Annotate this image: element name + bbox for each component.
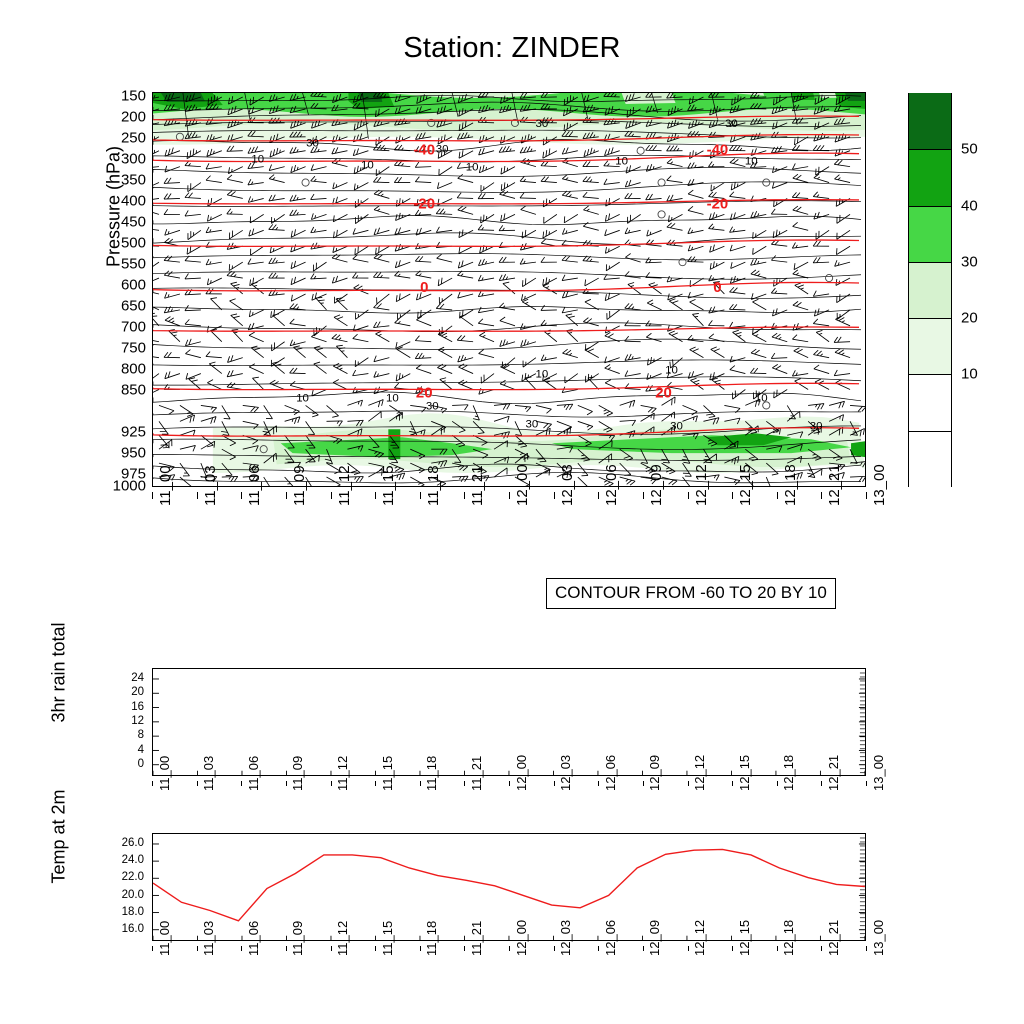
colorbar-segment <box>909 93 951 149</box>
colorbar-segment <box>909 262 951 318</box>
svg-text:10: 10 <box>754 392 768 405</box>
y-tick-label: 800 <box>120 360 146 378</box>
svg-text:10: 10 <box>535 368 549 381</box>
svg-text:30: 30 <box>535 117 549 130</box>
panel-x-tick-label: 13_00 <box>870 919 886 956</box>
contour-note: CONTOUR FROM -60 TO 20 BY 10 <box>546 578 836 609</box>
panel-y-tick-label: 22.0 <box>121 871 144 884</box>
panel-x-tick-label: 11_03 <box>201 755 217 791</box>
panel-x-tick <box>420 946 421 951</box>
svg-text:0: 0 <box>713 279 722 296</box>
x-tick <box>866 492 867 499</box>
panel-x-tick <box>688 781 689 786</box>
panel-x-tick-label: 12_00 <box>513 754 529 791</box>
panel-x-tick-label: 11_00 <box>156 920 172 956</box>
panel-x-tick-label: 12_12 <box>692 919 707 956</box>
x-tick-label: 12_09 <box>647 464 665 506</box>
svg-text:30: 30 <box>809 420 823 433</box>
x-tick <box>331 492 332 499</box>
panel-x-tick-label: 11_12 <box>335 920 350 956</box>
panel-x-tick-label: 12_09 <box>647 754 663 791</box>
panel-x-tick-label: 11_21 <box>468 755 484 791</box>
panel-x-tick <box>554 946 555 951</box>
svg-text:10: 10 <box>615 155 629 168</box>
y-tick-label: 700 <box>120 318 146 336</box>
svg-text:10: 10 <box>665 364 678 377</box>
y-tick-label: 550 <box>120 255 146 273</box>
x-tick-label: 12_21 <box>826 464 844 506</box>
panel-x-tick <box>375 781 376 786</box>
panel-x-tick-label: 11_18 <box>424 920 440 956</box>
colorbar <box>908 93 978 487</box>
x-tick <box>821 492 822 499</box>
y-tick-label: 300 <box>120 150 146 168</box>
svg-text:10: 10 <box>296 392 309 405</box>
panel-y-tick-label: 0 <box>137 758 144 770</box>
y-tick-label: 850 <box>120 381 146 399</box>
panel-y-tick-label: 24 <box>131 672 144 684</box>
x-tick <box>643 492 644 499</box>
colorbar-label: 50 <box>961 140 978 158</box>
panel-x-tick-label: 12_09 <box>647 919 663 956</box>
panel-y-tick-label: 4 <box>137 743 144 756</box>
colorbar-divider <box>909 318 951 319</box>
panel-x-tick-label: 12_18 <box>781 919 797 956</box>
panel-x-tick <box>152 946 153 951</box>
colorbar-segment <box>909 149 951 205</box>
panel-y-tick-label: 16 <box>131 700 144 713</box>
y-axis-labels <box>60 87 146 495</box>
panel-y-tick-label: 12 <box>131 715 144 727</box>
panel-x-tick <box>598 946 599 951</box>
panel-x-tick-label: 11_09 <box>290 920 306 956</box>
x-tick <box>420 492 421 499</box>
y-tick-label: 975 <box>120 465 146 483</box>
panel-x-tick-label: 12_18 <box>781 754 797 791</box>
panel-x-tick-label: 11_18 <box>424 755 440 791</box>
svg-text:30: 30 <box>425 400 439 413</box>
panel-x-tick <box>286 781 287 786</box>
svg-text:30: 30 <box>435 143 449 156</box>
colorbar-divider <box>909 431 951 432</box>
x-tick <box>375 492 376 499</box>
time-height-cross-section-plot <box>152 92 866 487</box>
svg-text:10: 10 <box>251 153 265 166</box>
panel-x-tick <box>509 781 510 786</box>
x-tick <box>688 492 689 499</box>
svg-text:10: 10 <box>744 155 758 168</box>
panel-x-tick <box>866 946 867 951</box>
svg-text:30: 30 <box>670 420 683 433</box>
y-tick-label: 750 <box>120 339 146 357</box>
x-tick <box>598 492 599 499</box>
x-axis-labels-rain <box>152 754 886 841</box>
x-tick-label: 12_15 <box>737 464 755 506</box>
svg-text:30: 30 <box>306 137 319 150</box>
y-tick-label: 450 <box>120 213 146 231</box>
svg-text:10: 10 <box>465 161 479 174</box>
panel-x-tick <box>688 946 689 951</box>
panel-x-tick-label: 12_06 <box>602 919 618 956</box>
panel-y-tick-label: 8 <box>137 729 144 742</box>
panel-x-tick-label: 11_00 <box>156 755 172 791</box>
panel-x-tick <box>241 781 242 786</box>
panel-x-tick <box>732 946 733 951</box>
rain-y-labels <box>78 668 144 776</box>
x-axis-labels-temp <box>152 919 886 1006</box>
x-tick <box>152 492 153 499</box>
panel-x-tick-label: 11_21 <box>468 920 484 956</box>
colorbar-segment <box>909 318 951 374</box>
svg-text:-40: -40 <box>413 141 436 159</box>
x-tick <box>509 492 510 499</box>
svg-text:-20: -20 <box>413 195 436 213</box>
panel-x-tick-label: 11_09 <box>290 755 306 791</box>
x-tick-label: 12_03 <box>558 464 576 506</box>
contour-labels <box>153 93 865 486</box>
panel-x-tick-label: 12_21 <box>825 754 841 791</box>
x-tick-label: 11_06 <box>246 465 264 506</box>
rain-panel-title: 3hr rain total <box>48 622 69 723</box>
panel-x-tick <box>598 781 599 786</box>
panel-x-tick <box>732 781 733 786</box>
panel-y-tick-label: 24.0 <box>121 854 144 867</box>
x-tick <box>732 492 733 499</box>
y-tick-label: 200 <box>120 108 146 126</box>
panel-x-tick <box>331 946 332 951</box>
temp-y-labels <box>78 833 144 941</box>
panel-x-tick-label: 11_03 <box>201 920 217 956</box>
panel-x-tick <box>197 781 198 786</box>
panel-y-tick-label: 20.0 <box>121 888 144 901</box>
panel-x-tick <box>509 946 510 951</box>
x-tick <box>286 492 287 499</box>
panel-x-tick-label: 12_03 <box>558 919 574 956</box>
panel-x-tick <box>777 781 778 786</box>
panel-x-tick-label: 11_15 <box>379 755 395 791</box>
x-tick-label: 12_00 <box>514 464 531 506</box>
panel-x-tick <box>331 781 332 786</box>
svg-text:10: 10 <box>385 392 399 405</box>
panel-x-tick-label: 12_15 <box>736 919 752 956</box>
x-tick-label: 11_12 <box>335 465 353 506</box>
svg-text:10: 10 <box>361 159 374 172</box>
svg-text:0: 0 <box>420 279 429 296</box>
svg-text:-40: -40 <box>706 141 729 159</box>
panel-x-tick <box>643 946 644 951</box>
panel-y-tick-label: 26.0 <box>121 837 144 849</box>
panel-x-tick <box>286 946 287 951</box>
y-tick-label: 950 <box>120 444 146 462</box>
panel-x-tick-label: 11_06 <box>245 755 261 791</box>
colorbar-segment <box>909 206 951 262</box>
y-tick-label: 400 <box>120 192 146 210</box>
panel-x-tick-label: 12_00 <box>513 919 529 956</box>
panel-x-tick <box>197 946 198 951</box>
x-tick <box>197 492 198 499</box>
y-tick-label: 600 <box>120 276 146 294</box>
panel-x-tick <box>821 946 822 951</box>
x-tick-label: 11_15 <box>380 465 398 506</box>
panel-x-tick <box>464 946 465 951</box>
colorbar-divider <box>909 206 951 207</box>
colorbar-label: 20 <box>961 309 978 327</box>
colorbar-divider <box>909 262 951 263</box>
panel-x-tick-label: 12_15 <box>736 754 752 791</box>
x-tick <box>777 492 778 499</box>
panel-x-tick <box>643 781 644 786</box>
colorbar-label: 40 <box>961 197 978 215</box>
y-tick-label: 150 <box>120 87 146 105</box>
x-tick-label: 11_18 <box>424 465 442 506</box>
panel-x-tick-label: 12_03 <box>558 754 574 791</box>
y-tick-label: 350 <box>120 171 146 189</box>
panel-x-tick-label: 11_12 <box>335 755 350 791</box>
svg-text:30: 30 <box>725 117 738 130</box>
svg-text:20: 20 <box>655 384 672 402</box>
page-title: Station: ZINDER <box>403 32 621 64</box>
panel-y-tick-label: 16.0 <box>121 923 144 935</box>
x-tick-label: 12_12 <box>692 464 710 506</box>
colorbar-label: 10 <box>961 365 978 383</box>
x-tick-label: 11_21 <box>469 465 487 506</box>
panel-x-tick-label: 12_21 <box>825 919 841 956</box>
svg-text:-20: -20 <box>706 195 729 213</box>
panel-x-tick <box>464 781 465 786</box>
panel-x-tick <box>152 781 153 786</box>
y-tick-label: 925 <box>120 423 146 441</box>
x-axis-labels-main <box>152 464 888 562</box>
y-tick-label: 1000 <box>112 477 146 495</box>
colorbar-segment <box>909 431 951 487</box>
x-tick-label: 11_00 <box>157 465 174 506</box>
y-axis-title: Pressure (hPa) <box>103 145 124 268</box>
svg-text:30: 30 <box>525 418 539 431</box>
panel-x-tick-label: 12_06 <box>602 754 618 791</box>
panel-x-tick-label: 13_00 <box>870 754 886 791</box>
colorbar-divider <box>909 149 951 150</box>
panel-x-tick <box>420 781 421 786</box>
panel-x-tick <box>821 781 822 786</box>
x-tick-label: 12_18 <box>781 464 799 506</box>
panel-y-tick-label: 18.0 <box>121 905 144 918</box>
x-tick-label: 11_03 <box>201 465 219 506</box>
y-tick-label: 500 <box>120 234 146 252</box>
x-tick <box>241 492 242 499</box>
panel-x-tick-label: 11_15 <box>379 920 395 956</box>
panel-x-tick-label: 12_12 <box>692 754 707 791</box>
x-tick <box>464 492 465 499</box>
y-tick-label: 250 <box>120 129 146 147</box>
x-tick <box>554 492 555 499</box>
x-tick-label: 13_00 <box>871 464 888 506</box>
panel-x-tick <box>241 946 242 951</box>
svg-text:20: 20 <box>415 384 433 402</box>
colorbar-label: 30 <box>961 253 978 271</box>
panel-x-tick <box>554 781 555 786</box>
panel-x-tick <box>866 781 867 786</box>
temp-panel-title: Temp at 2m <box>48 789 69 884</box>
panel-y-tick-label: 20 <box>131 686 144 699</box>
y-tick-label: 650 <box>120 297 146 315</box>
x-tick-label: 12_06 <box>603 464 621 506</box>
panel-x-tick-label: 11_06 <box>245 920 261 956</box>
panel-x-tick <box>777 946 778 951</box>
panel-x-tick <box>375 946 376 951</box>
colorbar-divider <box>909 374 951 375</box>
x-tick-label: 11_09 <box>290 465 308 506</box>
colorbar-segment <box>909 374 951 430</box>
